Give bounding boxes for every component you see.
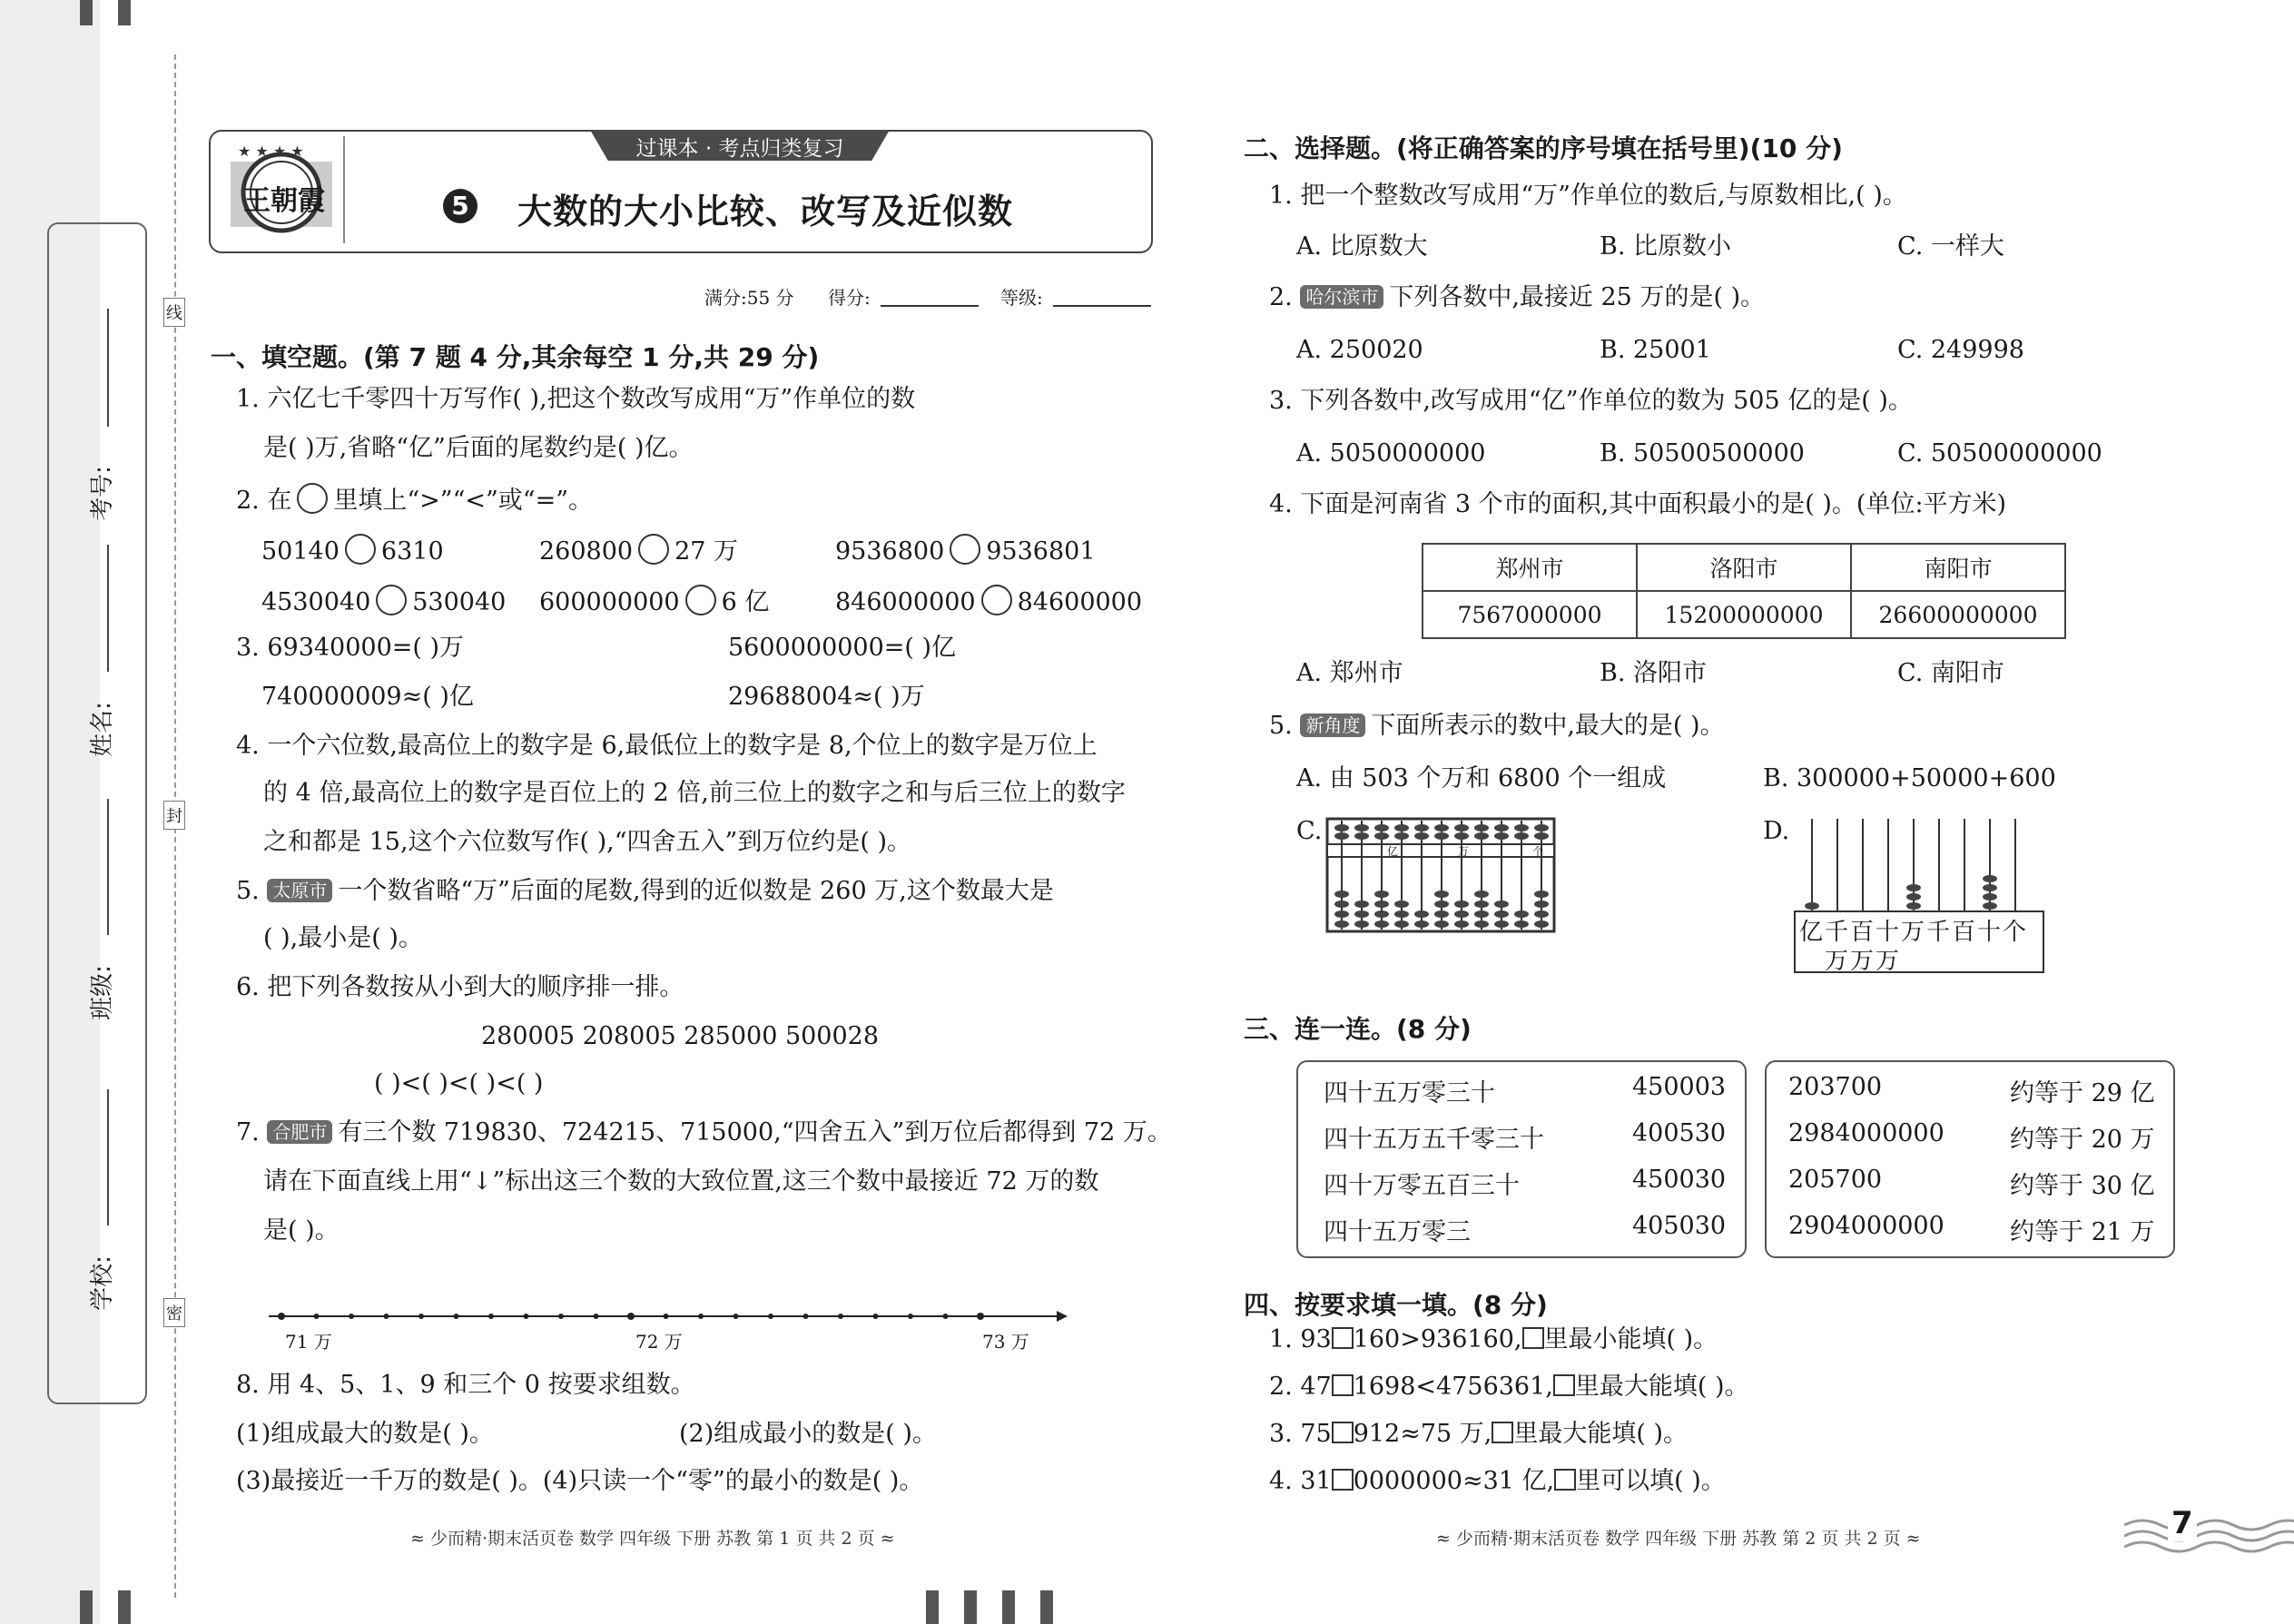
number-line-tick <box>314 1314 320 1319</box>
q3-d: 29688004≈( )万 <box>728 683 925 711</box>
table-row <box>1423 591 2065 638</box>
abacus-upper-bead <box>1374 824 1389 832</box>
q2-right-value: 6310 <box>380 537 444 566</box>
abacus-upper-bead <box>1354 832 1369 840</box>
score-label: 得分: <box>828 287 871 309</box>
q2-item <box>261 534 444 566</box>
abacus-lower-bead <box>1374 891 1389 898</box>
section-2-heading: 二、选择题。(将正确答案的序号填在括号里)(10 分) <box>1244 133 1843 163</box>
f2-prefix: 2. 47 <box>1269 1373 1332 1401</box>
blank-box <box>1554 1469 1576 1491</box>
c5-option-b[interactable]: B. 300000+50000+600 <box>1763 764 2056 792</box>
q2-right-value: 84600000 <box>1017 588 1143 616</box>
match-right-number[interactable]: 2984000000 <box>1788 1119 1944 1147</box>
area-table <box>1422 543 2066 639</box>
q8-part2: (2)组成最小的数是( )。 <box>679 1420 937 1448</box>
abacus-lower-bead <box>1474 891 1489 898</box>
blank-box[interactable] <box>1332 1422 1354 1443</box>
abacus-upper-bead <box>1534 824 1549 832</box>
match-right-number[interactable]: 2904000000 <box>1788 1212 1944 1240</box>
abacus-lower-bead <box>1494 920 1509 928</box>
counting-bead <box>1983 884 1997 891</box>
section-3-heading: 三、连一连。(8 分) <box>1244 1014 1472 1044</box>
abacus-upper-bead <box>1394 824 1409 832</box>
table-row <box>1423 544 2065 591</box>
q5-text: 一个数省略“万”后面的尾数,得到的近似数是 260 万,这个数最大是 <box>338 877 1054 905</box>
footer-left: ≈ 少而精·期末活页卷 数学 四年级 下册 苏教 第 1 页 共 2 页 ≈ <box>410 1529 895 1549</box>
f1 <box>1269 1325 1718 1354</box>
abacus-lower-bead <box>1414 910 1429 918</box>
q2-left-value: 4530040 <box>261 588 371 616</box>
q2-left-value: 260800 <box>539 537 634 566</box>
q2-right-value: 6 亿 <box>721 588 770 616</box>
abacus-lower-bead <box>1354 920 1369 928</box>
abacus-upper-bead <box>1494 832 1509 840</box>
f3-suffix: 里最大能填( )。 <box>1513 1420 1689 1448</box>
table-cell: 7567000000 <box>1423 591 1637 638</box>
abacus-upper-bead <box>1414 824 1429 832</box>
abacus-lower-bead <box>1454 920 1469 928</box>
binding-mark <box>118 1590 131 1624</box>
score-field[interactable] <box>881 305 979 307</box>
q4-line1: 4. 一个六位数,最高位上的数字是 6,最低位上的数字是 8,个位上的数字是万位上 <box>236 732 1098 760</box>
number-line-tick <box>977 1313 984 1320</box>
f1-prefix: 1. 93 <box>1269 1325 1332 1353</box>
f3-prefix: 3. 75 <box>1269 1420 1332 1448</box>
abacus-upper-bead <box>1514 824 1529 832</box>
counting-bead <box>1983 893 1997 901</box>
abacus-lower-bead <box>1334 910 1349 918</box>
match-left-words[interactable]: 四十万零五百三十 <box>1324 1172 1520 1200</box>
match-left-words[interactable]: 四十五万五千零三十 <box>1324 1126 1544 1154</box>
number-line-tick <box>803 1314 809 1319</box>
q2-left-value: 600000000 <box>539 588 680 616</box>
table-cell: 15200000000 <box>1637 591 1851 638</box>
counting-bead <box>1983 902 1997 910</box>
compare-circle[interactable] <box>981 585 1012 615</box>
f4 <box>1269 1467 1726 1496</box>
q2-instruction <box>236 483 593 516</box>
q3-b: 5600000000=( )亿 <box>728 634 957 662</box>
match-left-words[interactable]: 四十五万零三 <box>1324 1218 1471 1246</box>
number-line-tick <box>384 1314 389 1319</box>
abacus-upper-bead <box>1514 832 1529 840</box>
abacus-lower-bead <box>1474 910 1489 918</box>
q2-left-value: 846000000 <box>835 588 976 616</box>
grade-field[interactable] <box>1053 305 1151 307</box>
blank-box[interactable] <box>1332 1374 1354 1396</box>
student-info-box <box>47 222 147 1404</box>
number-line-tick <box>349 1314 354 1319</box>
abacus-lower-bead <box>1474 920 1489 928</box>
abacus-lower-bead <box>1534 920 1549 928</box>
unit-number-badge: 5 <box>443 189 478 223</box>
name-line[interactable] <box>107 545 109 672</box>
f1-mid: 160>936160, <box>1353 1325 1522 1353</box>
region-tag: 太原市 <box>267 879 332 902</box>
binding-mark <box>80 1590 93 1624</box>
number-line[interactable] <box>269 1307 1068 1325</box>
q2-left-value: 50140 <box>261 537 340 566</box>
q2-right-value: 530040 <box>412 588 507 616</box>
counting-bead <box>1906 893 1921 901</box>
c5-option-d[interactable]: D. <box>1763 817 1790 845</box>
abacus-lower-bead <box>1394 920 1409 928</box>
number-line-label-73: 73 万 <box>982 1331 1029 1353</box>
abacus-lower-bead <box>1394 910 1409 918</box>
f2-mid: 1698<4756361, <box>1353 1373 1553 1401</box>
q6-blanks: ( )<( )<( )<( ) <box>374 1069 544 1097</box>
match-right-approx[interactable]: 约等于 29 亿 <box>2010 1079 2155 1107</box>
abacus-upper-bead <box>1374 832 1389 840</box>
grade-label: 等级: <box>1000 287 1043 309</box>
exam-number-label: 考号: <box>88 466 116 521</box>
counting-bead <box>1906 902 1921 910</box>
binding-mark <box>964 1590 977 1624</box>
abacus-lower-bead <box>1394 901 1409 908</box>
svg-text:★ ★ ★ ★: ★ ★ ★ ★ <box>238 143 304 160</box>
counting-bead <box>1983 875 1997 882</box>
logo-text: 王朝霞 <box>243 185 325 217</box>
q7-line1: 7. 合肥市 有三个数 719830、724215、715000,“四舍五入”到万位后都得到 72 万。 <box>236 1118 1172 1147</box>
number-line-tick <box>733 1314 739 1319</box>
q8-part1: (1)组成最大的数是( )。 <box>236 1420 494 1448</box>
q2-item <box>539 534 738 566</box>
number-line-tick <box>664 1314 669 1319</box>
section-1-heading: 一、填空题。(第 7 题 4 分,其余每空 1 分,共 29 分) <box>211 342 820 372</box>
q4-line3: 之和都是 15,这个六位数写作( ),“四舍五入”到万位约是( )。 <box>263 828 912 856</box>
abacus-lower-bead <box>1434 910 1449 918</box>
abacus-label-yi: 亿 <box>1387 845 1399 858</box>
number-line-tick <box>454 1314 459 1319</box>
number-line-tick <box>873 1314 879 1319</box>
number-line-tick <box>698 1314 704 1319</box>
table-header-cell: 郑州市 <box>1423 544 1637 591</box>
abacus-lower-bead <box>1434 901 1449 908</box>
counting-bead <box>1805 902 1819 910</box>
blank-box <box>1492 1422 1513 1443</box>
page-title: 大数的大小比较、改写及近似数 <box>517 192 1014 231</box>
c2-option-c[interactable]: C. 249998 <box>1897 336 2024 364</box>
c4-question: 4. 下面是河南省 3 个市的面积,其中面积最小的是( )。(单位:平方米) <box>1269 490 2007 518</box>
abacus-lower-bead <box>1514 910 1529 918</box>
q6-numbers: 280005 208005 285000 500028 <box>481 1022 880 1050</box>
section-4-heading: 四、按要求填一填。(8 分) <box>1244 1290 1548 1320</box>
number-line-tick <box>838 1314 843 1319</box>
compare-circle <box>297 483 328 514</box>
f3 <box>1269 1420 1688 1449</box>
abacus-upper-bead <box>1394 832 1409 840</box>
abacus-upper-bead <box>1434 832 1449 840</box>
number-line-tick <box>488 1314 494 1319</box>
blank-box <box>1553 1374 1575 1396</box>
number-line-tick <box>524 1314 529 1319</box>
f2-suffix: 里最大能填( )。 <box>1574 1373 1749 1401</box>
abacus-lower-bead <box>1494 901 1509 908</box>
match-right-number[interactable]: 203700 <box>1788 1073 1883 1101</box>
blank-box[interactable] <box>1332 1327 1354 1349</box>
match-left-words[interactable]: 四十五万零三十 <box>1324 1079 1495 1107</box>
blank-box[interactable] <box>1332 1469 1354 1491</box>
abacus-upper-bead <box>1434 824 1449 832</box>
fold-mark-xian: 线 <box>163 298 185 327</box>
c5-question: 5. 新角度 下面所表示的数中,最大的是( )。 <box>1269 712 1725 740</box>
number-line-tick <box>278 1313 285 1320</box>
place-value-labels-top: 亿千百十万千百十个 <box>1799 919 2029 946</box>
compare-circle[interactable] <box>950 534 980 565</box>
c3-option-a[interactable]: A. 5050000000 <box>1296 439 1486 468</box>
c1-option-c[interactable]: C. 一样大 <box>1897 232 2004 261</box>
match-left-number[interactable]: 405030 <box>1632 1212 1727 1240</box>
abacus-lower-bead <box>1494 910 1509 918</box>
q2-tail: 里填上“>”“<”或“=”。 <box>333 487 594 515</box>
full-score: 满分:55 分 <box>704 287 794 309</box>
match-right-approx[interactable]: 约等于 30 亿 <box>2010 1172 2155 1200</box>
abacus-lower-bead <box>1434 891 1449 898</box>
region-tag: 哈尔滨市 <box>1300 285 1383 309</box>
f1-suffix: 里最小能填( )。 <box>1543 1325 1718 1353</box>
abacus-upper-bead <box>1334 832 1349 840</box>
number-line-tick <box>418 1314 424 1319</box>
compare-circle[interactable] <box>638 534 669 565</box>
school-line[interactable] <box>107 1089 109 1225</box>
q8-instruction: 8. 用 4、5、1、9 和三个 0 按要求组数。 <box>236 1371 695 1399</box>
number-line-tick <box>594 1314 599 1319</box>
q3-c: 740000009≈( )亿 <box>261 683 474 711</box>
abacus-lower-bead <box>1334 891 1349 898</box>
binding-mark <box>926 1590 939 1624</box>
c1-option-a[interactable]: A. 比原数大 <box>1296 232 1428 261</box>
q2-item <box>539 585 769 617</box>
c2-text: 下列各数中,最接近 25 万的是( )。 <box>1389 283 1766 311</box>
abacus-upper-bead <box>1474 824 1489 832</box>
c1-question: 1. 把一个整数改写成用“万”作单位的数后,与原数相比,( )。 <box>1269 182 1907 210</box>
q7-text: 有三个数 719830、724215、715000,“四舍五入”到万位后都得到 72 万。 <box>338 1118 1172 1147</box>
abacus-lower-bead <box>1334 901 1349 908</box>
c5-option-a[interactable]: A. 由 503 个万和 6800 个一组成 <box>1296 764 1667 792</box>
abacus-label-ge: 个 <box>1532 845 1544 858</box>
q2-left-value: 9536800 <box>835 537 945 566</box>
place-value-labels-bottom: 万万万 <box>1825 948 1902 975</box>
c2-option-b[interactable]: B. 25001 <box>1600 336 1711 364</box>
binding-mark <box>1040 1590 1053 1624</box>
fold-mark-feng: 封 <box>163 801 185 830</box>
exam-number-line[interactable] <box>107 309 109 427</box>
blank-box <box>1522 1327 1544 1349</box>
c4-option-a[interactable]: A. 郑州市 <box>1296 659 1403 687</box>
binding-mark <box>80 0 93 25</box>
abacus-upper-bead <box>1474 832 1489 840</box>
number-line-label-71: 71 万 <box>285 1331 332 1353</box>
abacus-lower-bead <box>1374 910 1389 918</box>
fold-mark-mi: 密 <box>163 1298 185 1327</box>
abacus-lower-bead <box>1374 920 1389 928</box>
abacus-lower-bead <box>1374 901 1389 908</box>
abacus-lower-bead <box>1534 891 1549 898</box>
c4-option-b[interactable]: B. 洛阳市 <box>1600 659 1708 687</box>
c3-option-b[interactable]: B. 50500500000 <box>1600 439 1805 468</box>
c5-option-c[interactable]: C. <box>1296 817 1323 845</box>
abacus-lower-bead <box>1454 910 1469 918</box>
counting-bead <box>1906 884 1921 891</box>
q6-instruction: 6. 把下列各数按从小到大的顺序排一排。 <box>236 973 684 1001</box>
c3-option-c[interactable]: C. 50500000000 <box>1897 439 2102 468</box>
q1-line1: 1. 六亿七千零四十万写作( ),把这个数改写成用“万”作单位的数 <box>236 385 916 413</box>
q2-item <box>835 585 1142 617</box>
name-label: 姓名: <box>88 702 116 757</box>
c4-option-c[interactable]: C. 南阳市 <box>1897 659 2004 687</box>
abacus-label-wan: 万 <box>1458 845 1470 858</box>
abacus-lower-bead <box>1334 920 1349 928</box>
abacus-lower-bead <box>1354 901 1369 908</box>
number-line-tick <box>908 1314 913 1319</box>
c5-text: 下面所表示的数中,最大的是( )。 <box>1371 712 1725 740</box>
abacus-upper-bead <box>1534 832 1549 840</box>
q5-line1: 5. 太原市 一个数省略“万”后面的尾数,得到的近似数是 260 万,这个数最大是 <box>236 877 1054 905</box>
abacus-upper-bead <box>1334 824 1349 832</box>
c3-question: 3. 下列各数中,改写成用“亿”作单位的数为 505 亿的是( )。 <box>1269 387 1913 415</box>
q2-item <box>835 534 1096 566</box>
table-header-cell: 洛阳市 <box>1637 544 1851 591</box>
q4-line2: 的 4 倍,最高位上的数字是百位上的 2 倍,前三位上的数字之和与后三位上的数字 <box>263 779 1126 807</box>
binding-mark <box>118 0 131 25</box>
abacus-lower-bead <box>1534 901 1549 908</box>
q5-line2: ( ),最小是( )。 <box>263 924 423 952</box>
number-line-tick <box>943 1314 949 1319</box>
match-left-number[interactable]: 450030 <box>1632 1166 1727 1194</box>
f4-suffix: 里可以填( )。 <box>1576 1467 1726 1495</box>
wave-decoration <box>2124 1511 2294 1556</box>
match-left-number[interactable]: 400530 <box>1632 1119 1727 1147</box>
q2-head: 2. 在 <box>236 487 292 515</box>
match-right-number[interactable]: 205700 <box>1788 1166 1883 1194</box>
number-line-label-72: 72 万 <box>635 1331 683 1353</box>
c1-option-b[interactable]: B. 比原数小 <box>1600 232 1732 261</box>
abacus-lower-bead <box>1474 901 1489 908</box>
compare-circle[interactable] <box>345 534 376 565</box>
abacus-lower-bead <box>1514 920 1529 928</box>
match-right-approx[interactable]: 约等于 21 万 <box>2010 1218 2155 1246</box>
match-left-number[interactable]: 450003 <box>1632 1073 1727 1101</box>
q2-right-value: 9536801 <box>986 537 1096 566</box>
abacus-lower-bead <box>1434 920 1449 928</box>
f4-prefix: 4. 31 <box>1269 1467 1332 1495</box>
abacus-upper-bead <box>1454 824 1469 832</box>
abacus-lower-bead <box>1414 920 1429 928</box>
region-tag: 合肥市 <box>267 1120 332 1144</box>
new-angle-tag: 新角度 <box>1300 714 1365 737</box>
class-label: 班级: <box>88 965 116 1020</box>
binding-mark <box>1002 1590 1015 1624</box>
abacus-upper-bead <box>1494 824 1509 832</box>
number-line-tick <box>627 1313 635 1320</box>
footer-right: ≈ 少而精·期末活页卷 数学 四年级 下册 苏教 第 2 页 共 2 页 ≈ <box>1436 1529 1921 1549</box>
compare-circle[interactable] <box>685 585 716 615</box>
abacus-upper-bead <box>1414 832 1429 840</box>
q2-item <box>261 585 506 617</box>
abacus-lower-bead <box>1454 901 1469 908</box>
header-banner-text: 过课本 · 考点归类复习 <box>635 137 844 161</box>
header-divider <box>343 136 345 243</box>
abacus-figure <box>1325 817 1556 933</box>
table-cell: 26600000000 <box>1851 591 2065 638</box>
f2 <box>1269 1373 1749 1402</box>
compare-circle[interactable] <box>376 585 407 615</box>
page-number: 7 <box>2168 1505 2197 1541</box>
match-right-approx[interactable]: 约等于 20 万 <box>2010 1126 2155 1154</box>
q7-line2: 请在下面直线上用“↓”标出这三个数的大致位置,这三个数中最接近 72 万的数 <box>263 1167 1099 1196</box>
c2-question: 2. 哈尔滨市 下列各数中,最接近 25 万的是( )。 <box>1269 283 1766 311</box>
f3-mid: 912≈75 万, <box>1353 1420 1492 1448</box>
q2-right-value: 27 万 <box>674 537 739 566</box>
number-line-tick <box>768 1314 773 1319</box>
q7-line3: 是( )。 <box>263 1216 340 1245</box>
q1-line2: 是( )万,省略“亿”后面的尾数约是( )亿。 <box>263 434 694 462</box>
school-label: 学校: <box>88 1255 116 1311</box>
abacus-upper-bead <box>1354 824 1369 832</box>
abacus-lower-bead <box>1534 910 1549 918</box>
abacus-upper-bead <box>1454 832 1469 840</box>
class-line[interactable] <box>107 799 109 935</box>
abacus-lower-bead <box>1354 910 1369 918</box>
number-line-tick <box>558 1314 564 1319</box>
f4-mid: 0000000≈31 亿, <box>1353 1467 1555 1495</box>
q8-part3-4: (3)最接近一千万的数是( )。(4)只读一个“零”的最小的数是( )。 <box>236 1467 924 1495</box>
table-header-cell: 南阳市 <box>1851 544 2065 591</box>
q3-a: 3. 69340000=( )万 <box>236 634 465 662</box>
c2-option-a[interactable]: A. 250020 <box>1296 336 1423 364</box>
